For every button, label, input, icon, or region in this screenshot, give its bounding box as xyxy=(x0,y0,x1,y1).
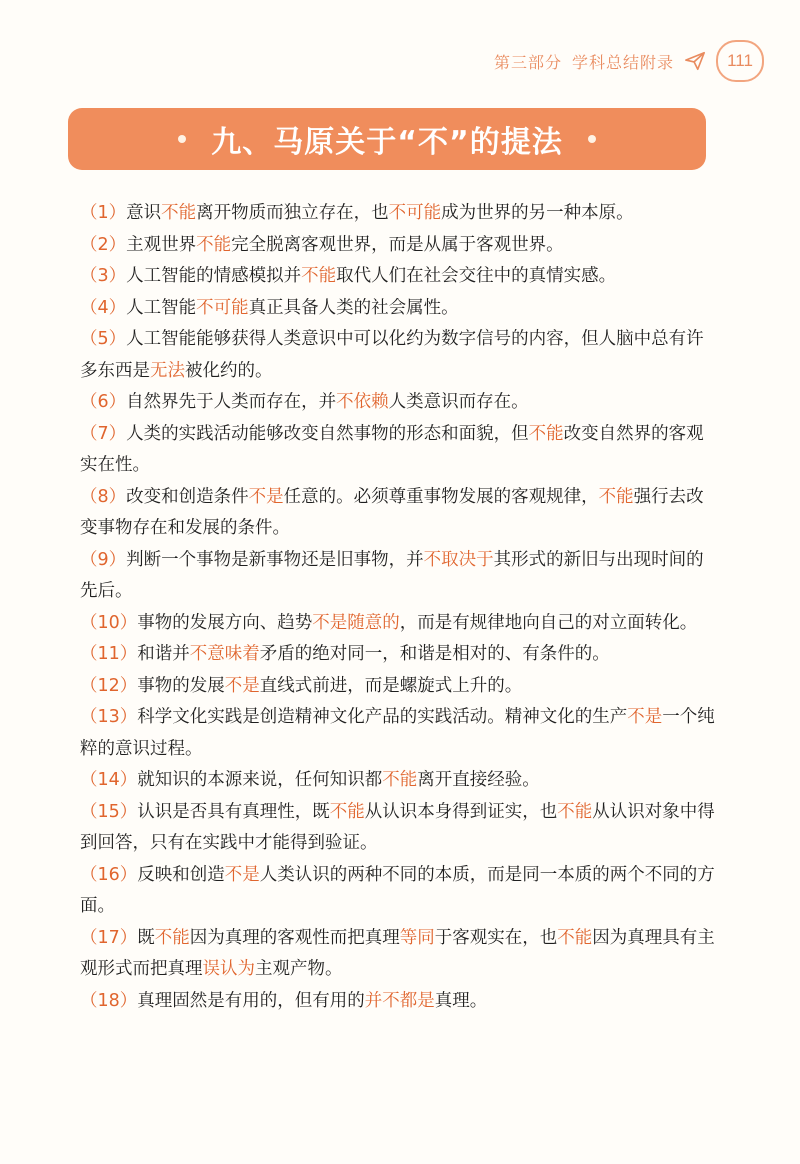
item-text: 从认识对象中得到回答，只有在实践中才能得到验证。 xyxy=(80,801,715,853)
item-number: （7） xyxy=(80,423,127,444)
item-text: 于客观实在，也 xyxy=(434,927,558,948)
item-number: （4） xyxy=(80,297,127,318)
item-number: （6） xyxy=(80,392,127,412)
list-item xyxy=(80,860,720,923)
list-item xyxy=(80,986,720,1018)
item-text: 科学文化实践是创造精神文化产品的实践活动。精神文化的生产 xyxy=(137,707,628,727)
highlighted-term: 不意味着 xyxy=(189,644,260,664)
item-text: ，而是有规律地向自己的对立面转化。 xyxy=(399,612,698,633)
highlighted-term: 不是随意的 xyxy=(312,612,400,633)
list-item xyxy=(80,923,720,986)
highlighted-term: 不是 xyxy=(627,707,663,727)
item-text: 被化约的。 xyxy=(185,360,273,381)
highlighted-term: 不能 xyxy=(557,927,593,948)
item-number: （15） xyxy=(80,801,138,822)
item-text: 取代人们在社会交往中的真情实感。 xyxy=(336,266,617,286)
item-text: 离开直接经验。 xyxy=(417,770,540,790)
page-header xyxy=(494,40,764,82)
item-number: （2） xyxy=(80,234,127,255)
item-text: 真正具备人类的社会属性。 xyxy=(248,297,459,318)
highlighted-term: 并不都是 xyxy=(364,990,435,1011)
item-text: 强行去改变事物存在和发展的条件。 xyxy=(80,486,704,538)
item-text: 主观世界 xyxy=(126,234,197,255)
banner-dot-right xyxy=(588,135,596,143)
item-text: 人工智能能够获得人类意识中可以化约为数字信号的内容，但人脑中总有许多东西是 xyxy=(80,329,704,381)
item-number: （17） xyxy=(80,927,138,948)
item-text: 人类意识而存在。 xyxy=(388,392,529,412)
item-text: 改变和创造条件 xyxy=(126,486,249,507)
header-section: 第三部分 xyxy=(493,52,562,72)
item-text: 离开物质而独立存在，也 xyxy=(196,203,389,223)
highlighted-term: 不取决于 xyxy=(423,549,494,570)
highlighted-term: 不是 xyxy=(224,864,260,885)
item-text: 成为世界的另一种本原。 xyxy=(441,203,634,223)
item-number: （11） xyxy=(80,644,138,664)
list-item xyxy=(80,198,720,230)
header-subsection: 学科总结附录 xyxy=(571,52,674,72)
list-item xyxy=(80,545,720,608)
highlighted-term: 不能 xyxy=(154,927,190,948)
item-number: （13） xyxy=(80,707,138,727)
item-text: 事物的发展方向、趋势 xyxy=(137,612,313,633)
item-text: 人工智能的情感模拟并 xyxy=(126,266,302,286)
list-item xyxy=(80,293,720,325)
item-number: （5） xyxy=(80,329,127,349)
section-banner xyxy=(68,108,706,170)
item-text: 人工智能 xyxy=(126,297,197,318)
item-text: 反映和创造 xyxy=(137,864,225,885)
item-text: 就知识的本源来说，任何知识都 xyxy=(137,770,383,790)
highlighted-term: 不能 xyxy=(598,486,634,507)
highlighted-term: 不能 xyxy=(329,801,365,822)
item-text: 自然界先于人类而存在，并 xyxy=(126,392,337,412)
item-text: 认识是否具有真理性，既 xyxy=(137,801,330,822)
highlighted-term: 不能 xyxy=(301,266,337,286)
list-item xyxy=(80,230,720,262)
item-text: 真理固然是有用的，但有用的 xyxy=(137,990,365,1011)
list-item xyxy=(80,765,720,797)
list-item xyxy=(80,797,720,860)
highlighted-term: 不能 xyxy=(382,770,418,790)
item-number: （1） xyxy=(80,203,127,223)
paper-plane-icon xyxy=(684,50,706,72)
item-number: （9） xyxy=(80,549,127,570)
item-text: 矛盾的绝对同一，和谐是相对的、有条件的。 xyxy=(259,644,610,664)
list-item xyxy=(80,419,720,482)
item-text: 和谐并 xyxy=(137,644,190,664)
highlighted-term: 不依赖 xyxy=(336,392,389,412)
item-text: 人类的实践活动能够改变自然事物的形态和面貌，但 xyxy=(126,423,529,444)
item-text: 任意的。必须尊重事物发展的客观规律， xyxy=(283,486,599,507)
highlighted-term: 不是 xyxy=(224,675,260,696)
item-number: （8） xyxy=(80,486,127,507)
highlighted-term: 不能 xyxy=(528,423,564,444)
item-text: 主观产物。 xyxy=(255,959,343,979)
list-item xyxy=(80,639,720,671)
item-text: 因为真理的客观性而把真理 xyxy=(189,927,400,948)
item-text: 一个纯粹的意识过程。 xyxy=(80,707,715,759)
highlighted-term: 不可能 xyxy=(388,203,442,223)
list-item xyxy=(80,671,720,703)
highlighted-term: 误认为 xyxy=(202,959,255,979)
item-text: 判断一个事物是新事物还是旧事物，并 xyxy=(126,549,424,570)
item-number: （18） xyxy=(80,990,138,1011)
item-text: 完全脱离客观世界，而是从属于客观世界。 xyxy=(231,234,564,255)
item-text: 意识 xyxy=(126,203,162,223)
item-number: （12） xyxy=(80,675,138,696)
item-text: 事物的发展 xyxy=(137,675,225,696)
item-text: 既 xyxy=(137,927,155,948)
list-item xyxy=(80,702,720,765)
item-number: （16） xyxy=(80,864,138,885)
banner-title: 九、马原关于“不”的提法 xyxy=(211,125,563,160)
list-item xyxy=(80,608,720,640)
highlighted-term: 无法 xyxy=(150,360,185,381)
item-text: 改变自然界的客观实在性。 xyxy=(80,423,704,475)
highlighted-term: 不能 xyxy=(196,234,232,255)
highlighted-term: 不能 xyxy=(161,203,197,223)
highlighted-term: 等同 xyxy=(399,927,435,948)
page-number-badge xyxy=(716,40,764,82)
list-item xyxy=(80,261,720,293)
item-text: 真理。 xyxy=(434,990,488,1011)
item-text: 人类认识的两种不同的本质，而是同一本质的两个不同的方面。 xyxy=(80,864,715,916)
item-number: （3） xyxy=(80,266,127,286)
banner-dot-left xyxy=(178,135,186,143)
item-text: 因为真理具有主观形式而把真理 xyxy=(80,927,715,979)
statement-list xyxy=(80,198,720,1017)
list-item xyxy=(80,324,720,387)
list-item xyxy=(80,387,720,419)
item-text: 从认识本身得到证实，也 xyxy=(364,801,558,822)
highlighted-term: 不是 xyxy=(248,486,284,507)
item-text: 其形式的新旧与出现时间的先后。 xyxy=(80,549,704,601)
item-number: （14） xyxy=(80,770,138,790)
highlighted-term: 不可能 xyxy=(196,297,249,318)
item-text: 直线式前进，而是螺旋式上升的。 xyxy=(259,675,523,696)
page-number: 111 xyxy=(727,51,753,70)
highlighted-term: 不能 xyxy=(557,801,593,822)
list-item xyxy=(80,482,720,545)
item-number: （10） xyxy=(80,612,138,633)
